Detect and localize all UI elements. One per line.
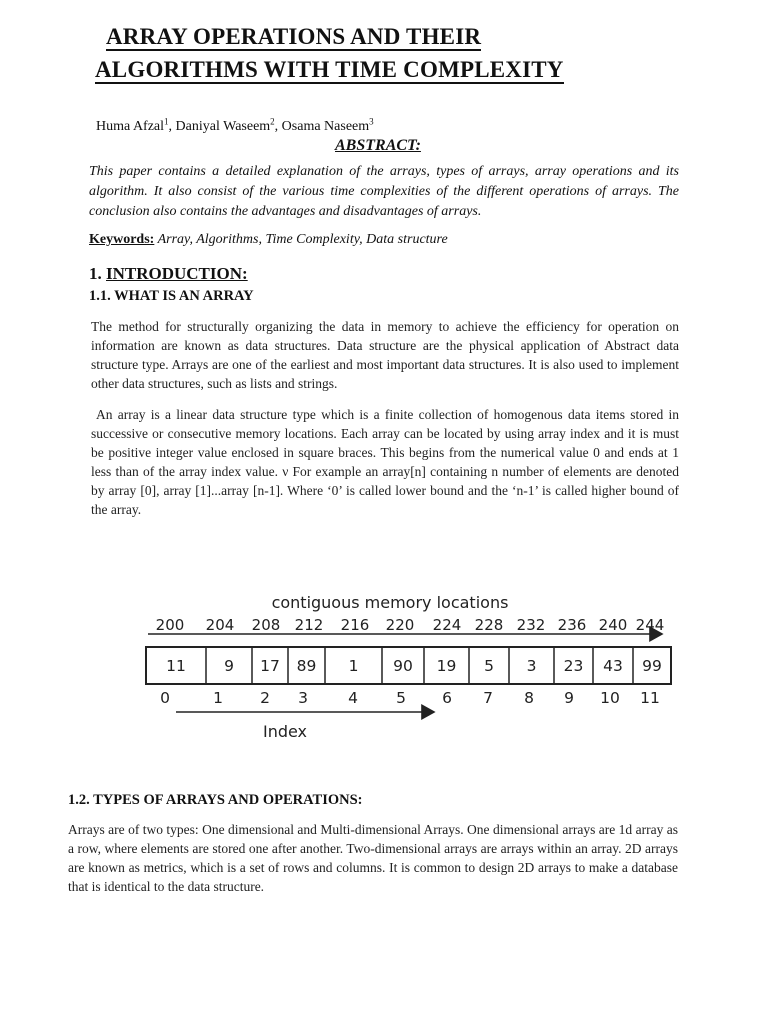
- figure-title: contiguous memory locations: [271, 593, 509, 612]
- author-2: Daniyal Waseem$^2$,: [175, 116, 282, 134]
- abstract-heading: ABSTRACT:: [335, 137, 421, 154]
- array-cell-value: 17: [260, 657, 280, 675]
- index-number: 9: [564, 689, 574, 707]
- array-cell-value: 11: [166, 657, 186, 675]
- subsection-heading-types-of-arrays: 1.2. TYPES OF ARRAYS AND OPERATIONS:: [68, 792, 363, 808]
- address-label: 200: [155, 616, 185, 634]
- author-list: [96, 116, 374, 135]
- address-label: 240: [598, 616, 628, 634]
- index-labels: [160, 689, 660, 707]
- keywords-text: Array, Algorithms, Time Complexity, Data structure: [154, 232, 448, 247]
- paper-title-line-2: ALGORITHMS WITH TIME COMPLEXITY: [95, 57, 564, 82]
- array-memory-diagram: [140, 588, 685, 748]
- index-number: 7: [483, 689, 493, 707]
- paper-title-line-1: ARRAY OPERATIONS AND THEIR: [106, 24, 482, 49]
- index-number: 4: [348, 689, 358, 707]
- address-labels: [156, 616, 665, 634]
- intro-paragraph-2: An array is a linear data structure type which is a finite collection of homogenous data items stored in successive or consecutive memory locations. Each array can be located by using array index and it is must be positive integer value enclosed in square braces. This begins from the numerical value 0 and ends at 1 less than of the array index value. ν For example an array[n] containing n number of elements are denoted by array [0], array [1]...array [n-1]. Where ‘0’ is called lower bound and the ‘n-1’ is called higher bound of the array.: [91, 407, 679, 517]
- keywords-line: [89, 232, 448, 248]
- array-cell-value: 90: [393, 657, 413, 675]
- address-label: 216: [340, 616, 370, 634]
- array-cell-value: 43: [603, 657, 623, 675]
- section-heading-introduction: 1. INTRODUCTION:: [89, 264, 248, 283]
- index-number: 3: [298, 689, 308, 707]
- address-label: 232: [516, 616, 546, 634]
- intro-paragraph-1: The method for structurally organizing the data in memory to achieve the efficiency for operation on information are known as data structures. Data structure are the physical application of Abstract data structure type. Arrays are one of the earliest and most important data structures. It is also used to implement other data structures, such as lists and strings.: [91, 319, 679, 391]
- index-label: Index: [262, 722, 308, 741]
- array-cell-value: 23: [563, 657, 584, 675]
- intro-body: [91, 317, 679, 531]
- array-cell-value: 3: [526, 657, 537, 675]
- array-cell-value: 5: [484, 657, 494, 675]
- index-number: 1: [213, 689, 223, 707]
- array-cell-value: 99: [642, 657, 662, 675]
- author-1: Huma Afzal$^1$,: [96, 116, 176, 134]
- index-number: 0: [160, 689, 170, 707]
- array-cells: [166, 647, 662, 684]
- array-cell-value: 89: [296, 657, 317, 675]
- address-label: 236: [557, 616, 587, 634]
- index-number: 2: [260, 689, 270, 707]
- address-label: 224: [432, 616, 462, 634]
- abstract-text: This paper contains a detailed explanation of the arrays, types of arrays, array operations and its algorithm. It also consist of the various time complexities of the different operations of arrays. The conclusion also contains the advantages and disadvantages of arrays.: [89, 164, 679, 219]
- array-cell-value: 19: [436, 657, 457, 675]
- address-label: 208: [251, 616, 281, 634]
- address-label: 204: [205, 616, 235, 634]
- address-label: 244: [635, 616, 665, 634]
- author-3: Osama Naseem$^3$: [281, 116, 374, 134]
- types-paragraph: Arrays are of two types: One dimensional and Multi-dimensional Arrays. One dimensional arrays are 1d array as a row, where elements are stored one after another. Two-dimensional arrays are arrays within an array. 2D arrays are known as metrics, which is a set of rows and columns. It is common to design 2D arrays to make a database that is identical to the data structure.: [68, 822, 678, 894]
- index-number: 10: [600, 689, 620, 707]
- array-cell-value: 9: [224, 657, 234, 675]
- address-label: 220: [385, 616, 415, 634]
- address-label: 212: [294, 616, 324, 634]
- array-cell-value: 1: [348, 657, 359, 675]
- index-number: 6: [442, 689, 452, 707]
- index-number: 5: [396, 689, 406, 707]
- keywords-label: Keywords:: [89, 232, 155, 247]
- address-label: 228: [474, 616, 504, 634]
- subsection-heading-what-is-array: 1.1. WHAT IS AN ARRAY: [89, 288, 254, 304]
- index-number: 11: [640, 689, 660, 707]
- array-memory-figure: [140, 588, 685, 748]
- index-number: 8: [524, 689, 534, 707]
